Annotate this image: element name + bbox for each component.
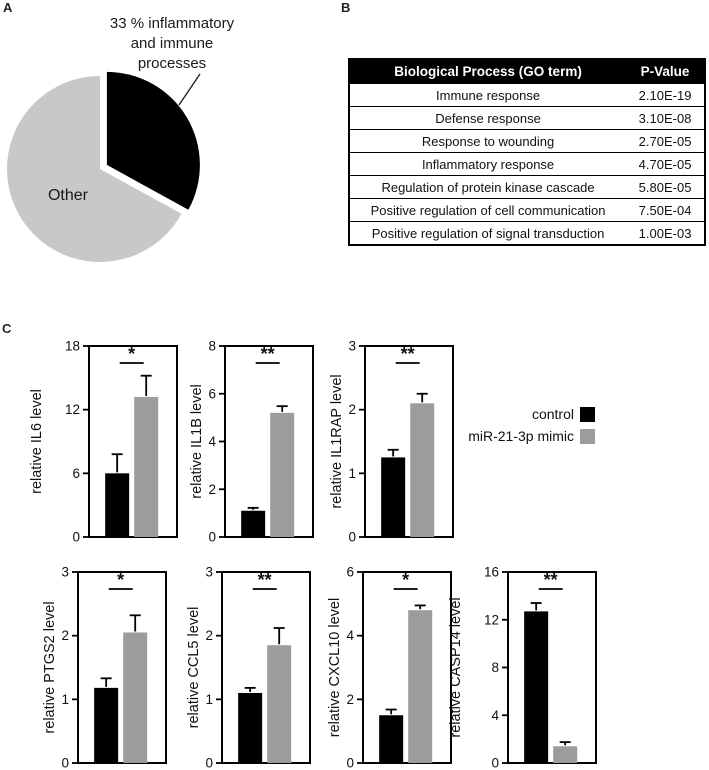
pvalue-cell: 4.70E-05 — [626, 153, 704, 176]
y-tick-label: 4 — [208, 434, 216, 449]
y-tick-label: 0 — [491, 755, 499, 770]
y-tick-label: 16 — [483, 564, 499, 580]
significance-stars: * — [117, 570, 125, 590]
go-term-table — [348, 58, 706, 246]
pvalue-cell: 1.00E-03 — [626, 222, 704, 245]
control-bar — [381, 457, 405, 537]
table-row — [350, 153, 704, 176]
pvalue-cell: 5.80E-05 — [626, 176, 704, 199]
go-term-cell: Positive regulation of signal transduction — [350, 222, 626, 245]
y-axis-label: relative CXCL10 level — [327, 597, 343, 738]
significance-stars: ** — [257, 570, 272, 590]
y-tick-label: 8 — [208, 338, 216, 354]
go-term-cell: Response to wounding — [350, 130, 626, 153]
bar-chart-casp14 — [432, 562, 600, 769]
pie-caption-line: 33 % inflammatory — [109, 15, 235, 32]
plot-frame — [365, 346, 453, 537]
panel-b-label: B — [341, 0, 351, 15]
significance-stars: ** — [400, 344, 415, 364]
go-term-cell: Positive regulation of cell communication — [350, 199, 626, 222]
go-term-cell: Regulation of protein kinase cascade — [350, 176, 626, 199]
legend-label-control: control — [531, 406, 574, 422]
y-tick-label: 18 — [64, 338, 80, 354]
bar-chart-cxcl10 — [287, 562, 455, 769]
control-bar — [105, 473, 129, 537]
legend-label-mimic: miR-21-3p mimic — [468, 428, 574, 444]
table-header-term: Biological Process (GO term) — [350, 60, 626, 84]
go-term-cell: Inflammatory response — [350, 153, 626, 176]
y-tick-label: 6 — [208, 386, 216, 402]
mimic-bar — [410, 403, 434, 537]
y-tick-label: 1 — [348, 465, 356, 481]
control-swatch — [580, 407, 595, 422]
y-axis-label: relative IL1B level — [189, 384, 205, 499]
mimic-swatch — [580, 429, 595, 444]
pie-caption-line: processes — [137, 55, 207, 72]
y-tick-label: 3 — [61, 564, 69, 580]
y-tick-label: 2 — [346, 691, 354, 707]
y-tick-label: 2 — [61, 628, 69, 644]
table-row — [350, 222, 704, 245]
significance-stars: * — [402, 570, 410, 590]
y-tick-label: 4 — [491, 707, 499, 723]
y-tick-label: 3 — [205, 564, 213, 580]
y-tick-label: 6 — [72, 465, 80, 481]
pvalue-cell: 2.70E-05 — [626, 130, 704, 153]
y-tick-label: 0 — [205, 755, 213, 770]
pie-caption-line: and immune — [130, 35, 214, 52]
control-bar — [94, 688, 118, 763]
pvalue-cell: 3.10E-08 — [626, 107, 704, 130]
y-axis-label: relative CCL5 level — [186, 606, 202, 729]
go-term-cell: Defense response — [350, 107, 626, 130]
y-tick-label: 1 — [205, 691, 213, 707]
y-tick-label: 3 — [348, 338, 356, 354]
y-tick-label: 0 — [61, 755, 69, 770]
control-bar — [241, 511, 265, 537]
table-row — [350, 176, 704, 199]
y-tick-label: 0 — [208, 529, 216, 545]
y-tick-label: 8 — [491, 660, 499, 675]
y-tick-label: 12 — [483, 612, 499, 628]
table-header-pvalue: P-Value — [626, 60, 704, 84]
y-tick-label: 12 — [64, 402, 80, 418]
bar-chart-il1rap — [289, 336, 457, 543]
mimic-bar — [553, 746, 577, 763]
table-row — [350, 130, 704, 153]
y-axis-label: relative IL1RAP level — [329, 374, 345, 509]
y-axis-label: relative IL6 level — [29, 389, 45, 494]
y-tick-label: 0 — [346, 755, 354, 770]
y-tick-label: 6 — [346, 564, 354, 580]
y-tick-label: 2 — [348, 402, 356, 418]
control-bar — [524, 611, 548, 763]
table-header-row — [350, 60, 704, 84]
y-tick-label: 0 — [348, 529, 356, 545]
y-axis-label: relative PTGS2 level — [42, 601, 58, 734]
panel-a-label: A — [3, 0, 13, 15]
significance-stars: ** — [543, 570, 558, 590]
go-term-cell: Immune response — [350, 84, 626, 107]
pie-leader-line — [179, 74, 200, 105]
pie-slice-caption — [90, 14, 254, 74]
control-bar — [238, 693, 262, 763]
y-tick-label: 2 — [208, 481, 216, 497]
table-row — [350, 107, 704, 130]
table-row — [350, 84, 704, 107]
pvalue-cell: 7.50E-04 — [626, 199, 704, 222]
mimic-bar — [123, 632, 147, 763]
significance-stars: * — [128, 344, 136, 364]
control-bar — [379, 715, 403, 763]
panel-c-label: C — [2, 321, 12, 336]
pie-other-label: Other — [47, 187, 88, 204]
pvalue-cell: 2.10E-19 — [626, 84, 704, 107]
y-tick-label: 2 — [205, 628, 213, 644]
y-tick-label: 4 — [346, 628, 354, 644]
bar-chart-ptgs2 — [2, 562, 170, 769]
mimic-bar — [408, 610, 432, 763]
y-tick-label: 0 — [72, 529, 80, 545]
plot-frame — [508, 572, 596, 763]
table-row — [350, 199, 704, 222]
y-tick-label: 1 — [61, 691, 69, 707]
significance-stars: ** — [260, 344, 275, 364]
y-axis-label: relative CASP14 level — [448, 597, 464, 738]
